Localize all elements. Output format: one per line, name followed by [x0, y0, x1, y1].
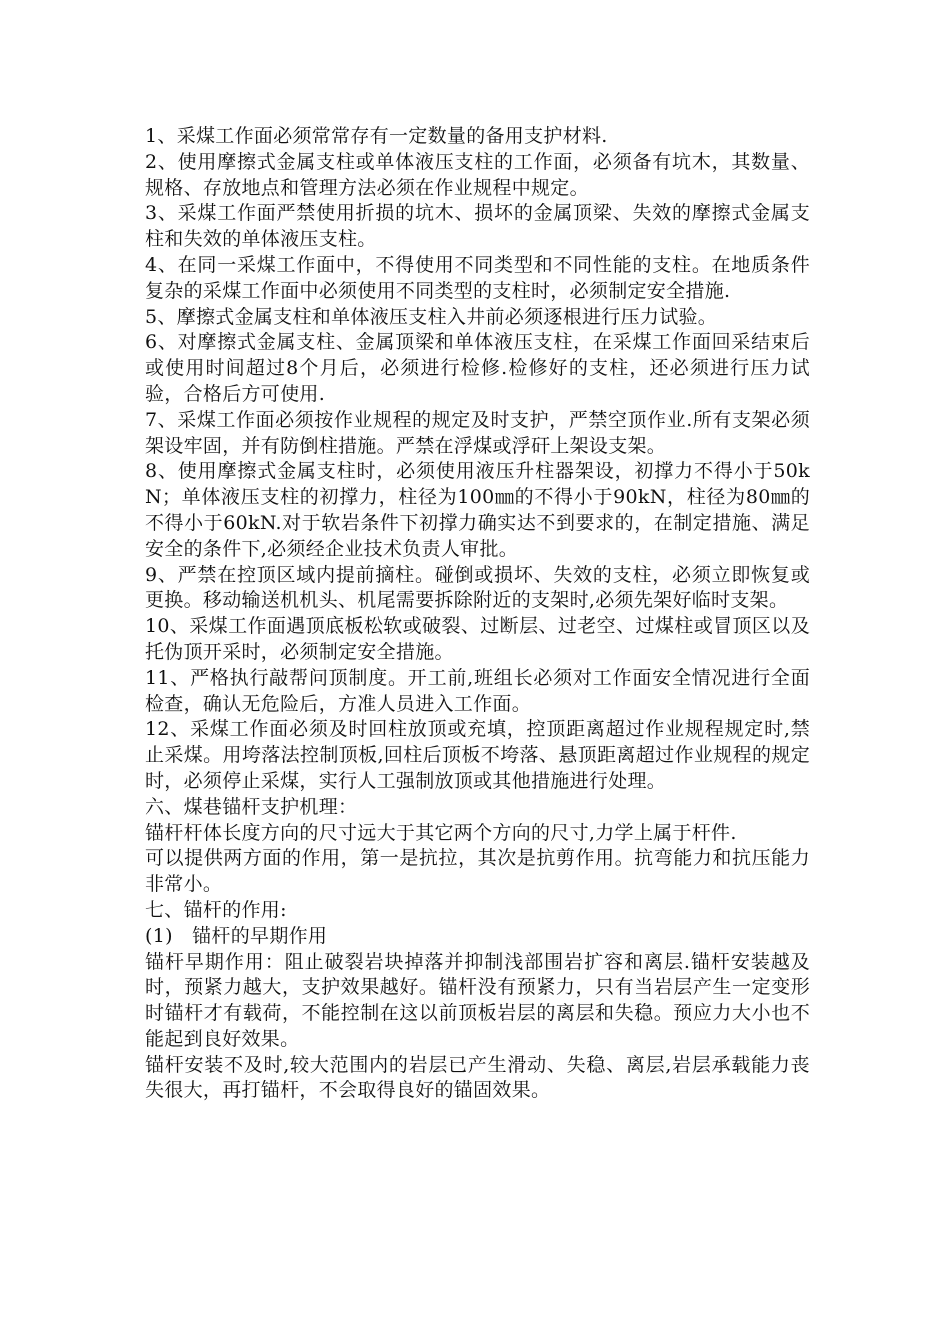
paragraph-12: 12、采煤工作面必须及时回柱放顶或充填，控顶距离超过作业规程规定时,禁止采煤。用垮落法控制顶板,回柱后顶板不垮落、悬顶距离超过作业规程的规定时，必须停止采煤，实行人工强制放顶或其他措施进行处理。: [145, 718, 810, 792]
paragraph-8: 8、使用摩擦式金属支柱时，必须使用液压升柱器架设，初撑力不得小于50kN；单体液压支柱的初撑力，柱径为100㎜的不得小于90kN，柱径为80㎜的不得小于60kN.对于软岩条件下初撑力确实达不到要求的，在制定措施、满足安全的条件下,必须经企业技术负责人审批。: [145, 460, 810, 560]
paragraph-bolt-functions: 可以提供两方面的作用，第一是抗拉，其次是抗剪作用。抗弯能力和抗压能力非常小。: [145, 847, 810, 896]
paragraph-bolt-shape: 锚杆杆体长度方向的尺寸远大于其它两个方向的尺寸,力学上属于杆件.: [145, 821, 737, 844]
paragraph-6: 6、对摩擦式金属支柱、金属顶梁和单体液压支柱，在采煤工作面回采结束后或使用时间超过8个月后，必须进行检修.检修好的支柱，还必须进行压力试验，合格后方可使用.: [145, 331, 810, 405]
paragraph-late-install: 锚杆安装不及时,较大范围内的岩层已产生滑动、失稳、离层,岩层承载能力丧失很大，再打锚杆，不会取得良好的锚固效果。: [145, 1053, 810, 1102]
paragraph-2: 2、使用摩擦式金属支柱或单体液压支柱的工作面，必须备有坑木，其数量、规格、存放地点和管理方法必须在作业规程中规定。: [145, 150, 810, 199]
paragraph-1: 1、采煤工作面必须常常存有一定数量的备用支护材料.: [145, 125, 608, 147]
paragraph-11: 11、严格执行敲帮问顶制度。开工前,班组长必须对工作面安全情况进行全面检查，确认无危险后，方准人员进入工作面。: [145, 666, 810, 715]
paragraph-5: 5、摩擦式金属支柱和单体液压支柱入井前必须逐根进行压力试验。: [145, 305, 718, 328]
paragraph-3: 3、采煤工作面严禁使用折损的坑木、损坏的金属顶梁、失效的摩擦式金属支柱和失效的单体液压支柱。: [145, 202, 810, 251]
paragraph-10: 10、采煤工作面遇顶底板松软或破裂、过断层、过老空、过煤柱或冒顶区以及托伪顶开采时，必须制定安全措施。: [145, 615, 810, 663]
document-body: [145, 124, 810, 1104]
paragraph-early-effect: 锚杆早期作用：阻止破裂岩块掉落并抑制浅部围岩扩容和离层.锚杆安装越及时，预紧力越大，支护效果越好。锚杆没有预紧力，只有当岩层产生一定变形时锚杆才有载荷，不能控制在这以前顶板岩层的离层和失稳。预应力大小也不能起到良好效果。: [145, 950, 810, 1050]
section-heading-7: 七、锚杆的作用:: [145, 898, 287, 921]
paragraph-4: 4、在同一采煤工作面中，不得使用不同类型和不同性能的支柱。在地质条件复杂的采煤工作面中必须使用不同类型的支柱时，必须制定安全措施.: [145, 253, 810, 302]
paragraph-7: 7、采煤工作面必须按作业规程的规定及时支护，严禁空顶作业.所有支架必须架设牢固，并有防倒柱措施。严禁在浮煤或浮矸上架设支架。: [145, 408, 810, 457]
subheading-early-effect: (1) 锚杆的早期作用: [145, 924, 328, 947]
section-heading-6: 六、煤巷锚杆支护机理：: [145, 795, 358, 818]
paragraph-9: 9、严禁在控顶区域内提前摘柱。碰倒或损坏、失效的支柱，必须立即恢复或更换。移动输送机机头、机尾需要拆除附近的支架时,必须先架好临时支架。: [145, 563, 810, 612]
